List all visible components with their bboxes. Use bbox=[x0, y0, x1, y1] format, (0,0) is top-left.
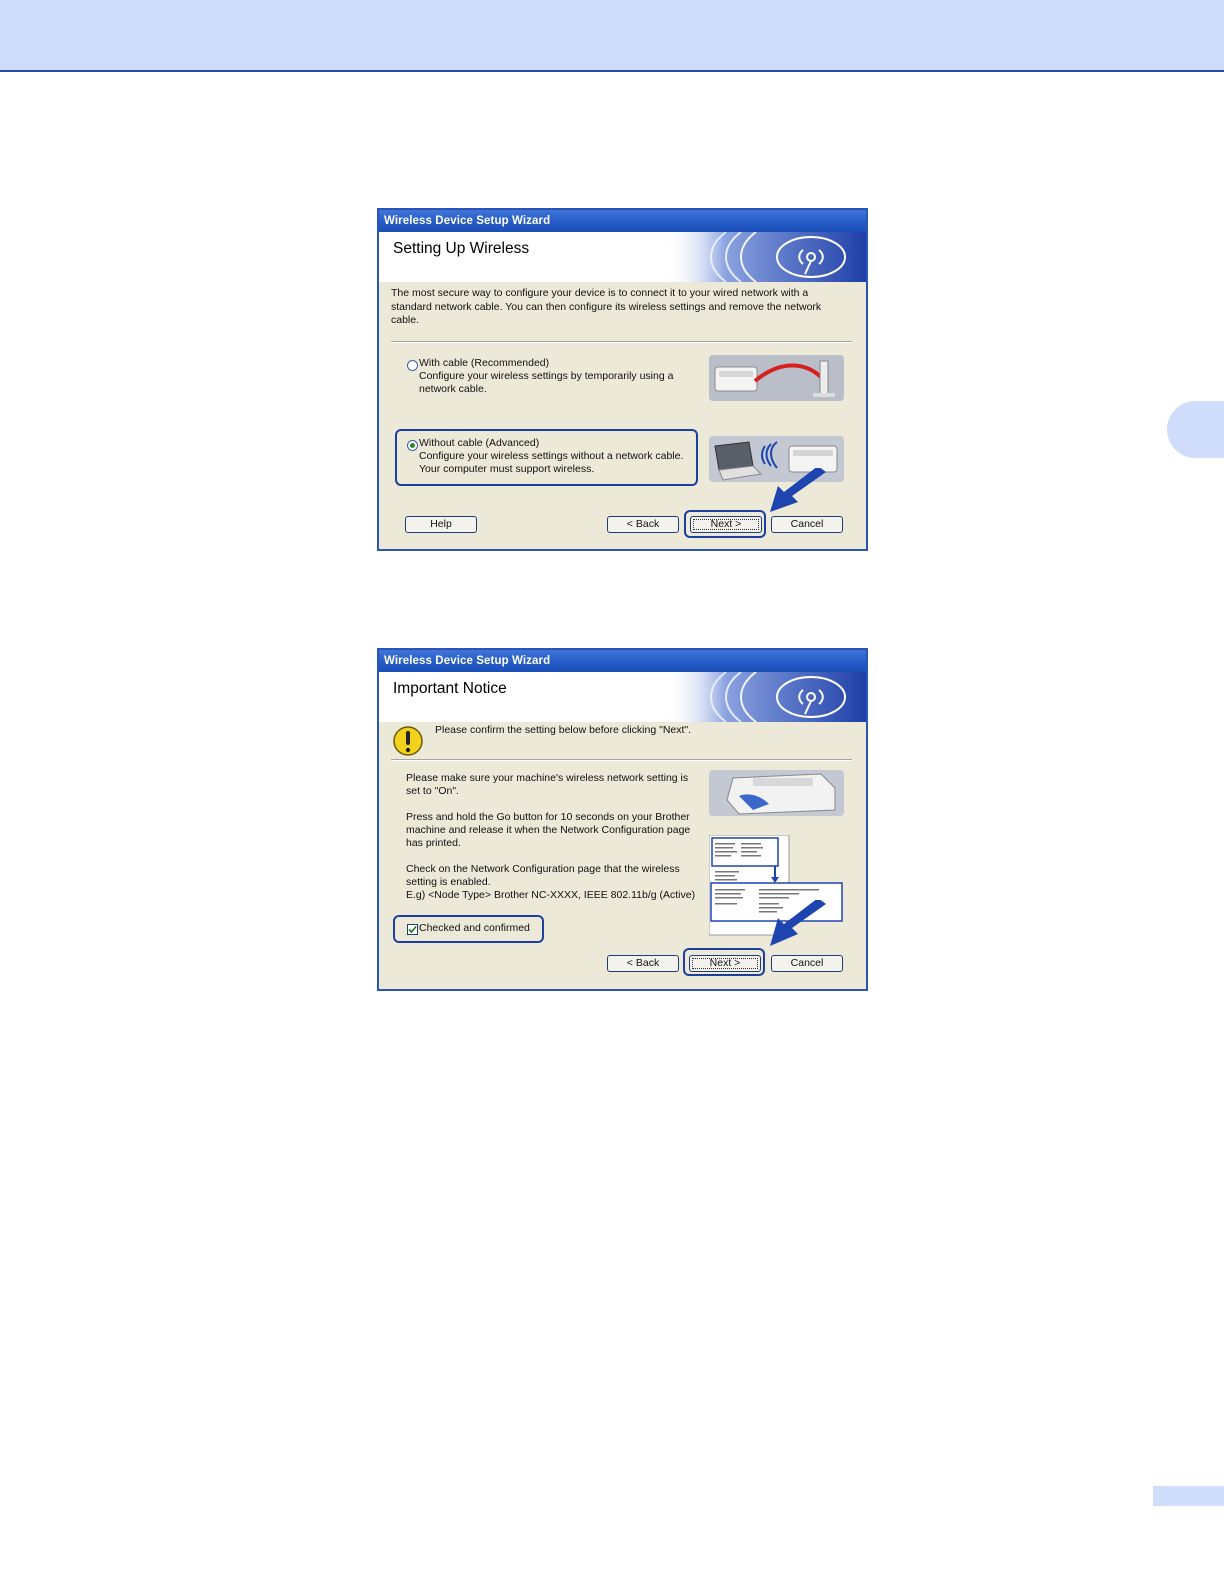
para3-line3: E.g) <Node Type> Brother NC-XXXX, IEEE 802.11b/g (Active) bbox=[406, 889, 696, 901]
para2-line2: machine and release it when the Network Configuration page bbox=[406, 824, 691, 836]
cancel-button[interactable]: Cancel bbox=[771, 955, 843, 972]
page-number-tab bbox=[1153, 1486, 1224, 1506]
cancel-button[interactable]: Cancel bbox=[771, 516, 843, 533]
with-cable-label[interactable]: With cable (Recommended) bbox=[419, 357, 550, 369]
help-button[interactable]: Help bbox=[405, 516, 477, 533]
warning-icon bbox=[391, 725, 425, 757]
window-title: Wireless Device Setup Wizard bbox=[379, 650, 866, 672]
checkmark-icon bbox=[408, 925, 417, 934]
intro-text: The most secure way to configure your device is to connect it to your wired network with a standard network cable. You can then configure its wireless settings and remove the network cable. bbox=[391, 287, 822, 326]
wireless-logo-icon bbox=[666, 232, 866, 282]
dialog-heading: Important Notice bbox=[393, 680, 507, 697]
dialog-banner bbox=[379, 672, 866, 722]
notice-text: Please confirm the setting below before clicking "Next". bbox=[435, 724, 692, 736]
para2-line1: Press and hold the Go button for 10 seconds on your Brother bbox=[406, 811, 690, 823]
next-button[interactable]: Next > bbox=[690, 516, 762, 533]
wireless-logo-icon bbox=[666, 672, 866, 722]
separator bbox=[391, 759, 852, 761]
separator bbox=[391, 341, 852, 343]
with-cable-desc-1: Configure your wireless settings by temporarily using a bbox=[419, 370, 674, 382]
checkbox-label[interactable]: Checked and confirmed bbox=[419, 922, 530, 934]
back-button[interactable]: < Back bbox=[607, 955, 679, 972]
setup-wireless-dialog bbox=[377, 208, 868, 551]
para1-line1: Please make sure your machine's wireless network setting is bbox=[406, 772, 689, 784]
para1-line2: set to "On". bbox=[406, 785, 459, 797]
para2-line3: has printed. bbox=[406, 837, 461, 849]
pointer-arrow-icon bbox=[764, 900, 834, 950]
dialog-banner bbox=[379, 232, 866, 282]
without-cable-desc-1: Configure your wireless settings without a network cable. bbox=[419, 450, 684, 462]
dialog-heading: Setting Up Wireless bbox=[393, 240, 530, 257]
with-cable-desc-2: network cable. bbox=[419, 383, 487, 395]
with-cable-radio[interactable] bbox=[407, 360, 418, 371]
window-title: Wireless Device Setup Wizard bbox=[379, 210, 866, 232]
without-cable-desc-2: Your computer must support wireless. bbox=[419, 463, 595, 475]
page-header-band bbox=[0, 0, 1224, 72]
next-button[interactable]: Next > bbox=[689, 955, 761, 972]
printer-cable-image bbox=[709, 355, 844, 401]
without-cable-radio[interactable] bbox=[407, 440, 418, 451]
back-button[interactable]: < Back bbox=[607, 516, 679, 533]
without-cable-label[interactable]: Without cable (Advanced) bbox=[419, 437, 540, 449]
para3-line2: setting is enabled. bbox=[406, 876, 491, 888]
important-notice-dialog bbox=[377, 648, 868, 991]
chapter-tab bbox=[1167, 401, 1224, 458]
printer-go-button-image bbox=[709, 770, 844, 816]
para3-line1: Check on the Network Configuration page that the wireless bbox=[406, 863, 680, 875]
checked-confirmed-checkbox[interactable] bbox=[407, 924, 418, 935]
pointer-arrow-icon bbox=[764, 468, 834, 516]
